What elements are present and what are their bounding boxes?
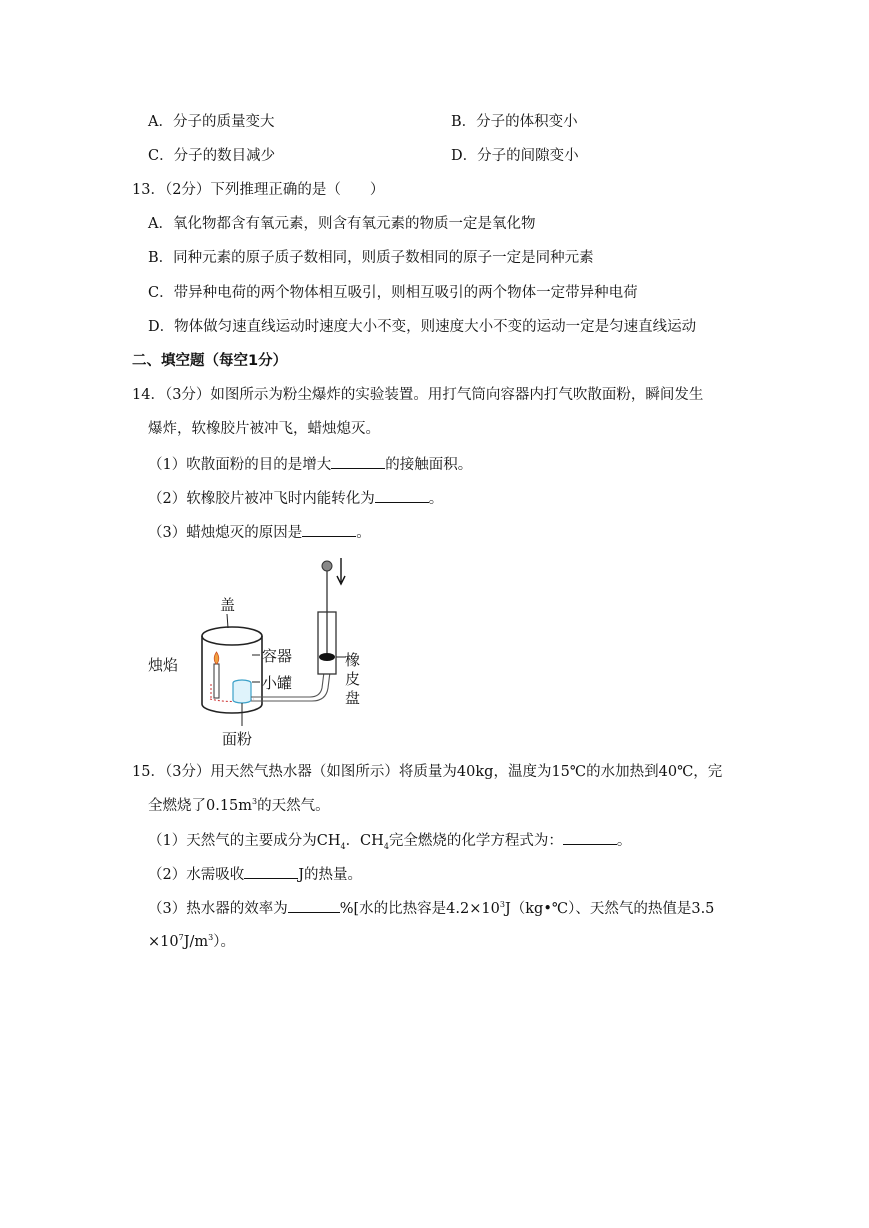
answer-blank[interactable] bbox=[563, 830, 617, 845]
q15-part1-tail: 。 bbox=[616, 833, 632, 849]
q15-part3-cont-tail: ）。 bbox=[213, 934, 235, 950]
q13-option-d: D．物体做匀速直线运动时速度大小不变，则速度大小不变的运动一定是匀速直线运动 bbox=[148, 319, 697, 335]
q15-part1-text: （1）天然气的主要成分为CH bbox=[148, 833, 341, 849]
label-flame: 烛焰 bbox=[148, 656, 179, 674]
q14-part1-text: （1）吹散面粉的目的是增大 bbox=[148, 457, 332, 473]
plunger-handle bbox=[322, 561, 332, 571]
q15-part3-cont-unit: J/m bbox=[183, 934, 209, 950]
q13-option-a: A．氧化物都含有氧元素，则含有氧元素的物质一定是氧化物 bbox=[148, 216, 536, 232]
q15-part2-tail: J的热量。 bbox=[298, 867, 363, 883]
q12-option-a: A．分子的质量变大 bbox=[148, 114, 275, 130]
q12-option-c: C．分子的数目减少 bbox=[148, 148, 276, 164]
dust-explosion-figure bbox=[140, 556, 400, 752]
q15-part1 bbox=[148, 830, 631, 851]
q15-part3-text: （3）热水器的效率为 bbox=[148, 901, 288, 917]
container-top bbox=[202, 627, 262, 645]
q14-part2-text: （2）软橡胶片被冲飞时内能转化为 bbox=[148, 491, 375, 507]
answer-blank[interactable] bbox=[302, 522, 356, 537]
q14-part1-tail: 的接触面积。 bbox=[385, 457, 473, 473]
lid-leader bbox=[227, 614, 228, 628]
q14-stem-line1: 14．（3分）如图所示为粉尘爆炸的实验装置。用打气筒向容器内打气吹散面粉，瞬间发生 bbox=[132, 387, 704, 403]
small-can-body bbox=[233, 683, 251, 703]
label-container: 容器 bbox=[262, 647, 293, 665]
label-flour: 面粉 bbox=[222, 730, 253, 748]
answer-blank[interactable] bbox=[288, 898, 340, 913]
section-title: 二、填空题（每空1分） bbox=[132, 353, 288, 369]
q13-option-b: B．同种元素的原子质子数相同，则质子数相同的原子一定是同种元素 bbox=[148, 250, 594, 266]
q15-part2 bbox=[148, 864, 362, 885]
q13-option-c: C．带异种电荷的两个物体相互吸引，则相互吸引的两个物体一定带异种电荷 bbox=[148, 285, 638, 301]
superscript: 7 bbox=[178, 933, 184, 943]
q15-part3-mid: %[水的比热容是4.2×10 bbox=[339, 901, 500, 917]
answer-blank[interactable] bbox=[331, 454, 385, 469]
candle bbox=[214, 664, 219, 698]
label-can: 小罐 bbox=[262, 674, 293, 692]
superscript: 3 bbox=[499, 900, 505, 910]
label-rubber: 橡皮盘 bbox=[343, 652, 361, 709]
q14-part3-text: （3）蜡烛熄灭的原因是 bbox=[148, 525, 303, 541]
q14-part2-tail: 。 bbox=[428, 491, 444, 507]
q14-part1 bbox=[148, 454, 472, 475]
q14-part2 bbox=[148, 488, 443, 509]
q14-stem-line2: 爆炸，软橡胶片被冲飞，蜡烛熄灭。 bbox=[148, 421, 380, 437]
q13-stem: 13．（2分）下列推理正确的是（ ） bbox=[132, 182, 385, 198]
q15-part2-text: （2）水需吸收 bbox=[148, 867, 245, 883]
q15-part3-cont-text: ×10 bbox=[148, 934, 179, 950]
answer-blank[interactable] bbox=[375, 488, 429, 503]
q15-stem-text: 全燃烧了0.15m bbox=[148, 798, 253, 814]
answer-blank[interactable] bbox=[244, 864, 298, 879]
q15-stem-tail: 的天然气。 bbox=[257, 798, 330, 814]
q15-part1-mid: ．CH bbox=[345, 833, 384, 849]
q15-part1-text2: 完全燃烧的化学方程式为： bbox=[388, 833, 563, 849]
q15-stem-line2 bbox=[148, 796, 330, 816]
q14-part3-tail: 。 bbox=[356, 525, 371, 541]
q15-part3-tail: J（kg•℃）、天然气的热值是3.5 bbox=[504, 901, 715, 917]
subscript: 4 bbox=[340, 841, 346, 851]
q15-stem-line1: 15．（3分）用天然气热水器（如图所示）将质量为40kg，温度为15℃的水加热到40℃，完 bbox=[132, 764, 723, 780]
flame-icon bbox=[214, 652, 219, 664]
superscript: 3 bbox=[252, 797, 258, 807]
q15-part3-cont bbox=[148, 932, 235, 952]
q12-option-b: B．分子的体积变小 bbox=[451, 114, 578, 130]
rubber-disc bbox=[319, 653, 335, 661]
superscript: 3 bbox=[208, 933, 214, 943]
label-lid: 盖 bbox=[220, 596, 236, 614]
q12-option-d: D．分子的间隙变小 bbox=[451, 148, 579, 164]
q15-part3 bbox=[148, 898, 714, 919]
q14-part3 bbox=[148, 522, 371, 543]
subscript: 4 bbox=[383, 841, 389, 851]
